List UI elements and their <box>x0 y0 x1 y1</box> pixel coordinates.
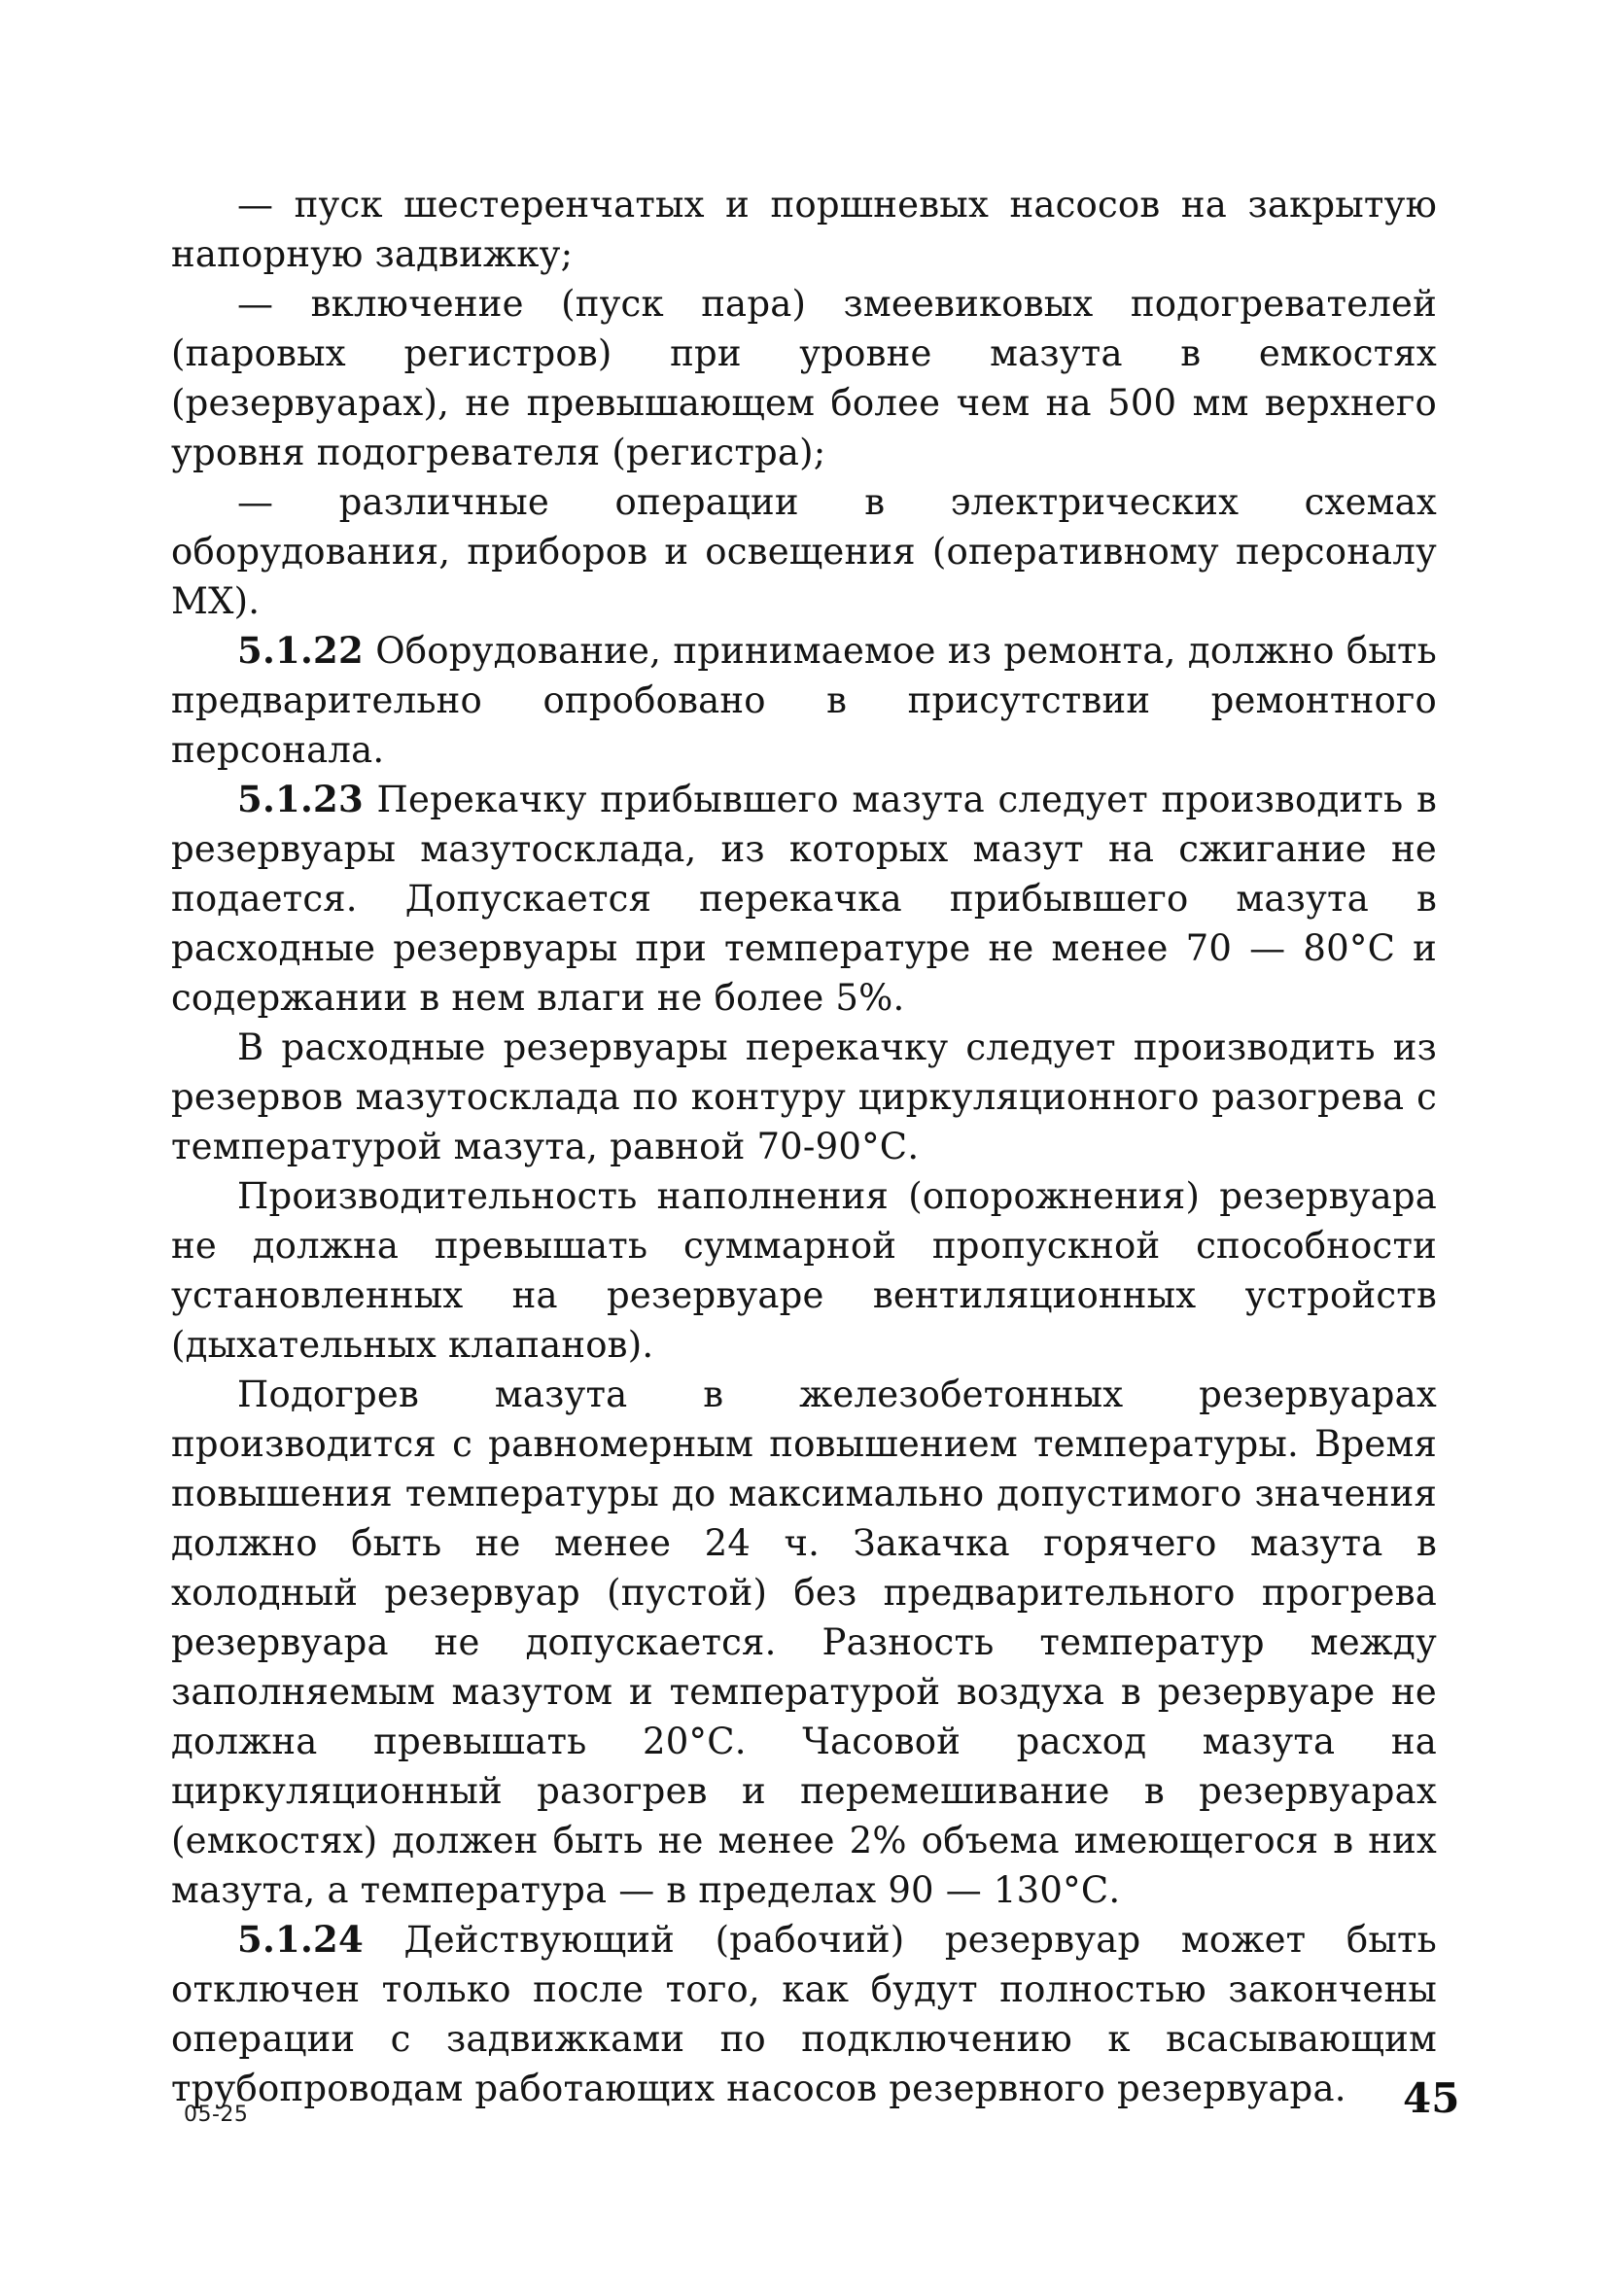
paragraph-text: — различные операции в электрических схемах оборудования, приборов и освещения (оперативному персоналу МХ). <box>171 481 1437 622</box>
paragraph-section-5-1-22 <box>171 626 1437 775</box>
section-number: 5.1.23 <box>237 778 364 820</box>
paragraph-text: В расходные резервуары перекачку следует производить из резервов мазутосклада по контуру циркуляционного разогрева с температурой мазута, равной 70-90°С. <box>171 1026 1437 1167</box>
paragraph-heating <box>171 1370 1437 1915</box>
paragraph-section-5-1-23 <box>171 775 1437 1023</box>
paragraph-text: — пуск шестеренчатых и поршневых насосов на закрытую напорную задвижку; <box>171 184 1437 275</box>
page-number: 45 <box>1403 2074 1460 2122</box>
section-number: 5.1.22 <box>237 629 364 672</box>
paragraph-section-5-1-24 <box>171 1915 1437 2113</box>
paragraph-text: Перекачку прибывшего мазута следует производить в резервуары мазутосклада, из которых мазут на сжигание не подается. Допускается перекачка прибывшего мазута в расходные резервуары при температуре не менее 70 — 80°С и содержании в нем влаги не более 5%. <box>171 779 1437 1019</box>
section-number: 5.1.24 <box>237 1918 364 1961</box>
paragraph-text: — включение (пуск пара) змеевиковых подогревателей (паровых регистров) при уровне мазута в емкостях (резервуарах), не превышающем более чем на 500 мм верхнего уровня подогревателя (регистра); <box>171 283 1437 473</box>
paragraph-text: Оборудование, принимаемое из ремонта, должно быть предварительно опробовано в присутствии ремонтного персонала. <box>171 630 1437 771</box>
footer-print-code: 05-25 <box>184 2103 249 2127</box>
paragraph-list-item-electrical-operations <box>171 477 1437 626</box>
body-text <box>171 180 1437 2113</box>
paragraph-text: Действующий (рабочий) резервуар может быть отключен только после того, как будут полностью закончены операции с задвижками по подключению к всасывающим трубопроводам работающих насосов резервного резервуара. <box>171 1919 1437 2109</box>
paragraph-text: Подогрев мазута в железобетонных резервуарах производится с равномерным повышением температуры. Время повышения температуры до максимально допустимого значения должно быть не менее 24 ч. Закачка горячего мазута в холодный резервуар (пустой) без предварительного прогрева резервуара не допускается. Разность температур между заполняемым мазутом и температурой воздуха в резервуаре не должна превышать 20°С. Часовой расход мазута на циркуляционный разогрев и перемешивание в резервуарах (емкостях) должен быть не менее 2% объема имеющегося в них мазута, а температура — в пределах 90 — 130°С. <box>171 1374 1437 1911</box>
paragraph-text: Производительность наполнения (опорожнения) резервуара не должна превышать суммарной пропускной способности установленных на резервуаре вентиляционных устройств (дыхательных клапанов). <box>171 1175 1437 1366</box>
paragraph-list-item-heater-start <box>171 279 1437 477</box>
paragraph-list-item-pump-start <box>171 180 1437 279</box>
paragraph-service-tanks <box>171 1023 1437 1171</box>
paragraph-fill-capacity <box>171 1171 1437 1370</box>
